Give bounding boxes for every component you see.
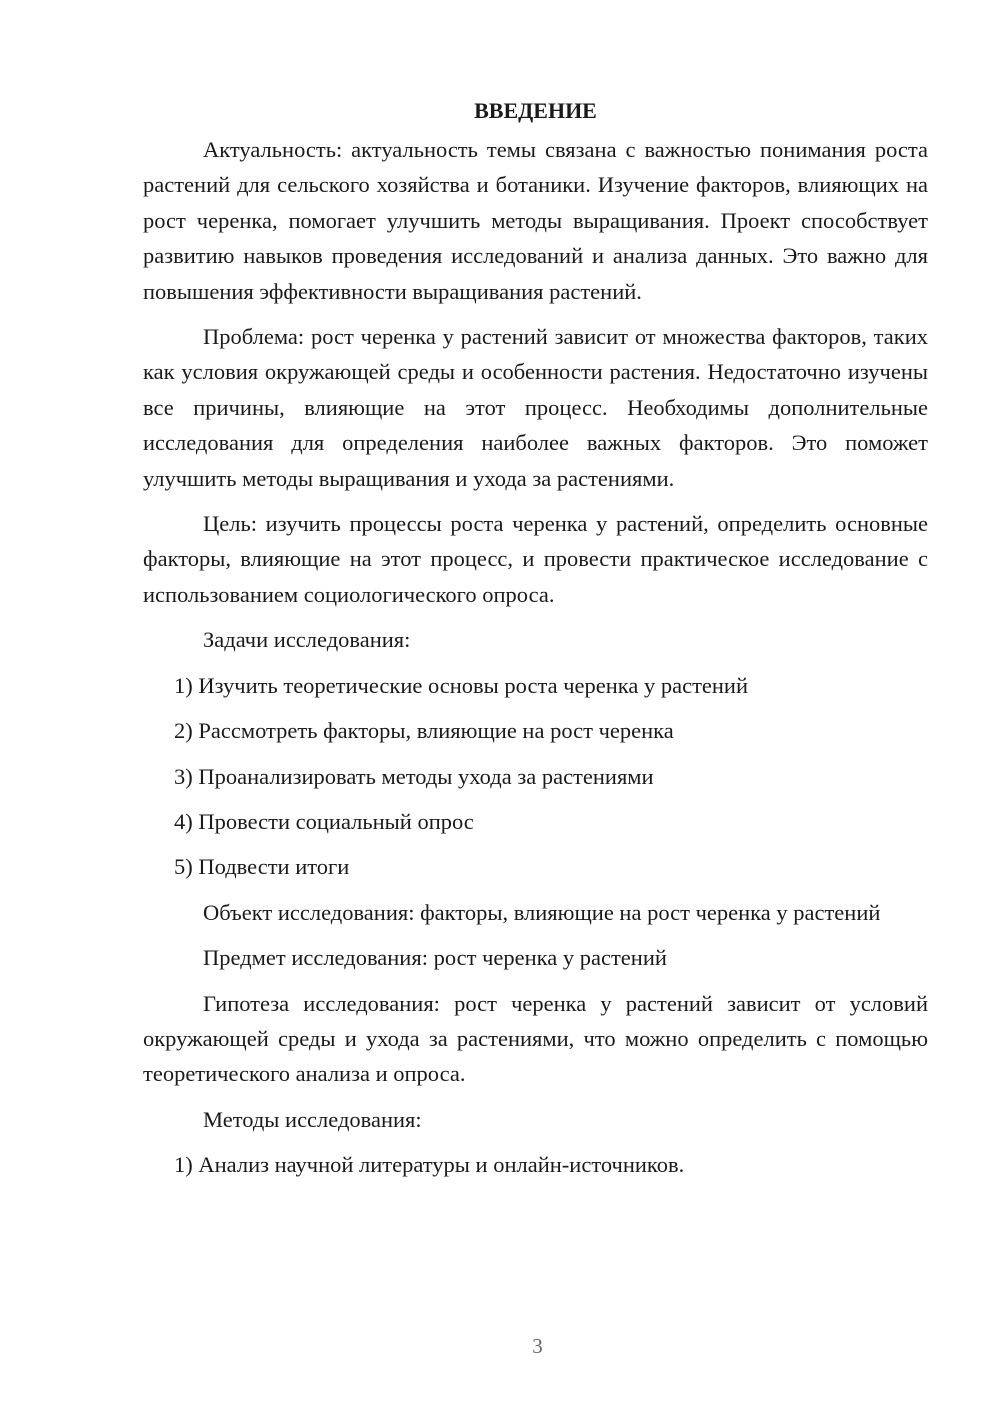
hypothesis-paragraph: Гипотеза исследования: рост черенка у растений зависит от условий окружающей среды и ухода за растениями, что можно определить с помощью теоретического анализа и опроса. <box>143 990 928 1087</box>
object-paragraph: Объект исследования: факторы, влияющие на рост черенка у растений <box>203 899 881 925</box>
method-item: 1) Анализ научной литературы и онлайн-источников. <box>174 1152 685 1178</box>
problem-paragraph: Проблема: рост черенка у растений зависит от множества факторов, таких как условия окружающей среды и особенности растения. Недостаточно изучены все причины, влияющие на этот процесс. Необходимы дополнительные исследования для определения наиболее важных факторов. Это поможет улучшить методы выращивания и ухода за растениями. <box>143 324 928 491</box>
task-item: 3) Проанализировать методы ухода за растениями <box>174 763 654 789</box>
subject-paragraph: Предмет исследования: рост черенка у растений <box>203 945 667 971</box>
tasks-list <box>143 668 928 885</box>
task-item: 2) Рассмотреть факторы, влияющие на рост черенка <box>174 718 674 744</box>
task-item: 4) Провести социальный опрос <box>174 808 474 834</box>
methods-list <box>143 1147 928 1182</box>
page-content <box>143 96 928 1193</box>
relevance-paragraph: Актуальность: актуальность темы связана с важностью понимания роста растений для сельского хозяйства и ботаники. Изучение факторов, влияющих на рост черенка, помогает улучшить методы выращивания. Проект способствует развитию навыков проведения исследований и анализа данных. Это важно для повышения эффективности выращивания растений. <box>143 137 928 304</box>
page-number: 3 <box>532 1334 543 1358</box>
goal-paragraph: Цель: изучить процессы роста черенка у растений, определить основные факторы, влияющие на этот процесс, и провести практическое исследование с использованием социологического опроса. <box>143 511 928 607</box>
methods-heading: Методы исследования: <box>203 1106 422 1132</box>
tasks-heading: Задачи исследования: <box>203 627 411 653</box>
task-item: 1) Изучить теоретические основы роста черенка у растений <box>174 672 749 698</box>
task-item: 5) Подвести итоги <box>174 854 350 880</box>
section-title: ВВЕДЕНИЕ <box>474 98 597 123</box>
